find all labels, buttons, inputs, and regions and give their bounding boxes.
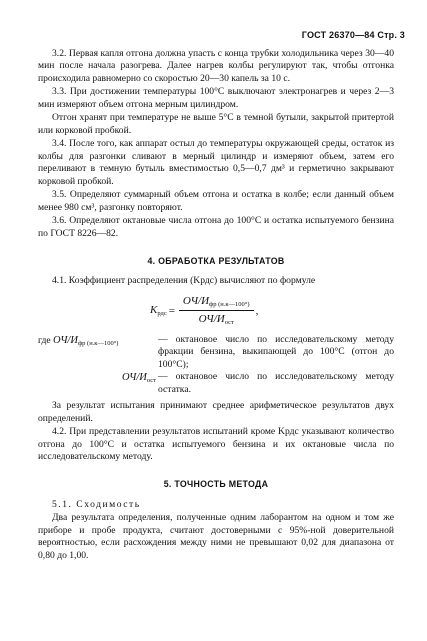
definition-symbol-fraction: $ОЧ/И_{фр (н.к—100^\circ)}$ (53, 334, 119, 347)
paragraph-3-3-storage: Отгон хранят при температуре не выше 5°С в темной бутыли, закрытой притертой или корковой пробкой. (38, 112, 394, 136)
paragraph-4-2: 4.2. При представлении результатов испытаний кроме Kрдс указывают количество отгона до 100°С и остатка испытуемого бензина и их октановые числа по исследовательскому методу. (38, 426, 394, 463)
formula-fraction (179, 294, 254, 328)
distribution-coefficient-formula (150, 294, 394, 328)
paragraph-3-5: 3.5. Определяют суммарный объем отгона и остатка в колбе; если данный объем менее 980 см³, разгонку повторяют. (38, 189, 394, 213)
formula-numerator: $ОЧ/И_{фр (н.к—100^\circ)}$ (179, 294, 254, 311)
definition-text-residue: — октановое число по исследовательскому методу остатка. (158, 371, 394, 395)
formula-lhs: $K_{рдс}$ (150, 304, 167, 318)
paragraph-4-1-result: За результат испытания принимают среднее арифметическое результатов двух определений. (38, 400, 394, 424)
definition-residue (38, 371, 394, 396)
subsection-5-1-title: 5.1. Сходимость (52, 498, 141, 510)
page-header: ГОСТ 26370—84 Стр. 3 (301, 30, 405, 40)
definition-where-word: где (38, 334, 51, 346)
section-4-title: 4. ОБРАБОТКА РЕЗУЛЬТАТОВ (147, 256, 285, 267)
paragraph-3-2: 3.2. Первая капля отгона должна упасть с конца трубки холодильника через 30—40 мин после начала разогрева. Далее нагрев колбы регулируют так, чтобы отгонка происходила равномерно со скоростью 20—30 капель за 10 с. (38, 48, 394, 84)
definition-text-fraction: — октановое число по исследовательскому методу фракции бензина, выкипающей до 100°С (отгон до 100°С); (158, 333, 394, 370)
paragraph-3-4: 3.4. После того, как аппарат остыл до температуры окружающей среды, остаток из колбы для разгонки сливают в мерный цилиндр и измеряют объем, затем его переливают в темную бутыль вместимостью 0,5—0,7 дм³ и герметично закрывают корковой пробкой. (38, 138, 394, 187)
paragraph-3-3: 3.3. При достижении температуры 100°С выключают электронагрев и через 2—3 мин измеряют объем отгона мерным цилиндром. (38, 86, 394, 110)
formula-denominator: $ОЧ/И_{ост}$ (198, 313, 234, 327)
paragraph-3-6: 3.6. Определяют октановые числа отгона до 100°С и остатка испытуемого бензина по ГОСТ 8226—82. (38, 215, 394, 239)
section-5-title: 5. ТОЧНОСТЬ МЕТОДА (163, 479, 269, 490)
definition-fraction (38, 334, 394, 371)
formula-definitions (38, 334, 394, 396)
paragraph-4-1: 4.1. Коэффициент распределения (Kрдс) вычисляют по формуле (52, 275, 316, 287)
document-body (38, 48, 394, 563)
paragraph-5-1: Два результата определения, полученные одним лаборантом на одном и том же приборе и пробе продукта, считают достоверными с 95%-ной доверительной вероятностью, если расхождения между ними не превышают 0,02 для диапазона от 0,80 до 1,00. (38, 512, 394, 561)
formula-equals: = (168, 304, 175, 317)
formula-trailing-comma: , (255, 304, 259, 317)
definition-symbol-residue: $ОЧ/И_{ост}$ (121, 372, 156, 385)
